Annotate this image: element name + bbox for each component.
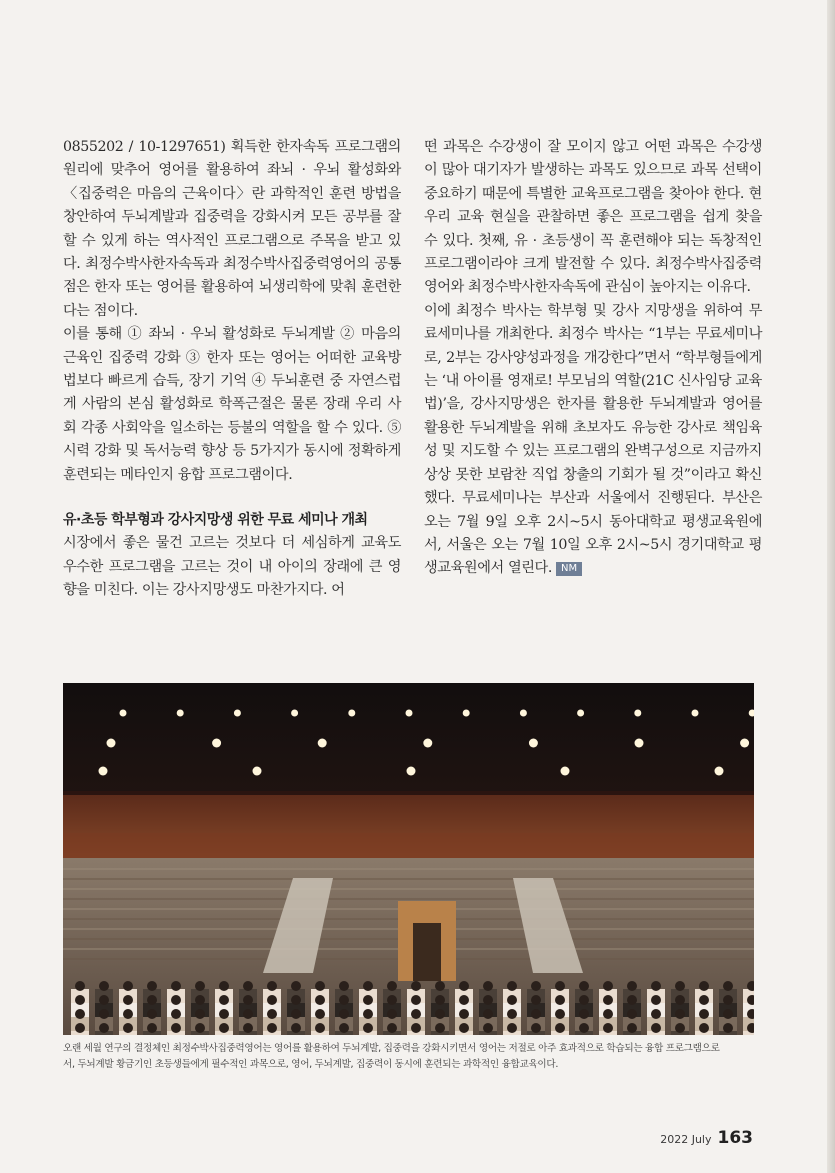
ceiling-light <box>692 710 699 717</box>
person-head <box>627 995 637 1005</box>
person-head <box>75 981 85 991</box>
person-head <box>99 995 109 1005</box>
person-head <box>459 995 469 1005</box>
person-head <box>243 981 253 991</box>
ceiling-light <box>348 710 355 717</box>
person-head <box>291 995 301 1005</box>
ceiling-light <box>234 710 241 717</box>
person-head <box>651 981 661 991</box>
person-head <box>627 1023 637 1033</box>
person-head <box>195 995 205 1005</box>
person-head <box>579 981 589 991</box>
person-head <box>171 981 181 991</box>
person-head <box>723 1023 733 1033</box>
ceiling-light <box>99 767 108 776</box>
page-number: 163 <box>717 1128 753 1148</box>
person-head <box>675 995 685 1005</box>
person-head <box>531 981 541 991</box>
person-head <box>579 1009 589 1019</box>
person-head <box>699 981 709 991</box>
person-head <box>291 1023 301 1033</box>
ceiling-light <box>577 710 584 717</box>
left-column <box>63 136 401 602</box>
person-head <box>459 1023 469 1033</box>
person-head <box>579 1023 589 1033</box>
person-head <box>555 981 565 991</box>
person-head <box>123 995 133 1005</box>
person-head <box>387 995 397 1005</box>
person-head <box>219 1023 229 1033</box>
page-edge-shadow <box>827 0 835 1173</box>
person-head <box>507 981 517 991</box>
ceiling-light <box>212 739 221 748</box>
person-head <box>411 1009 421 1019</box>
ceiling-light <box>253 767 262 776</box>
person-head <box>699 1023 709 1033</box>
ceiling-light <box>423 739 432 748</box>
person-head <box>627 981 637 991</box>
person-head <box>411 981 421 991</box>
ceiling-light <box>463 710 470 717</box>
person-head <box>603 1023 613 1033</box>
person-head <box>555 995 565 1005</box>
person-head <box>555 1009 565 1019</box>
person-head <box>363 981 373 991</box>
person-head <box>219 1009 229 1019</box>
person-head <box>483 981 493 991</box>
person-head <box>267 1009 277 1019</box>
ceiling-light <box>177 710 184 717</box>
person-head <box>243 1009 253 1019</box>
person-head <box>147 995 157 1005</box>
person-head <box>195 1023 205 1033</box>
person-head <box>435 1009 445 1019</box>
ceiling-light <box>107 739 116 748</box>
ceiling-light <box>715 767 724 776</box>
section-gap <box>63 487 401 509</box>
person-head <box>123 1009 133 1019</box>
person-head <box>75 1009 85 1019</box>
left-paragraph-2: 이를 통해 ① 좌뇌 · 우뇌 활성화로 두뇌계발 ② 마음의 근육인 집중력 강화 ③ 한자 또는 영어는 어떠한 교육방법보다 빠르게 습득, 장기 기억 ④ 두뇌훈련 중 자연스럽게 사람의 본심 활성화로 학폭근절은 물론 장래 우리 사회 각종 사회악을 일소하는 등불의 역할을 할 수 있다. ⑤ 시력 강화 및 독서능력 향상 등 5가지가 동시에 정확하게 훈련되는 메타인지 융합 프로그램이다. <box>63 326 401 483</box>
person-head <box>699 1009 709 1019</box>
person-head <box>291 981 301 991</box>
caption-line-2: 서, 두뇌계발 황금기인 초등생들에게 필수적인 과목으로, 영어, 두뇌계발, 집중력이 동시에 훈련되는 과학적인 융합교육이다. <box>63 1058 559 1070</box>
person-head <box>723 981 733 991</box>
person-head <box>651 1009 661 1019</box>
person-head <box>603 1009 613 1019</box>
issue-date: 2022 July <box>660 1133 712 1146</box>
ceiling-light <box>561 767 570 776</box>
ceiling-light <box>529 739 538 748</box>
person-head <box>507 1023 517 1033</box>
ceiling-light <box>520 710 527 717</box>
person-head <box>675 981 685 991</box>
person-head <box>363 995 373 1005</box>
person-head <box>339 995 349 1005</box>
person-head <box>75 995 85 1005</box>
person-head <box>723 995 733 1005</box>
person-head <box>339 1009 349 1019</box>
person-head <box>651 1023 661 1033</box>
person-head <box>267 995 277 1005</box>
person-head <box>315 981 325 991</box>
seat-row <box>63 898 754 900</box>
auditorium-photo <box>63 683 754 1035</box>
person-head <box>579 995 589 1005</box>
ceiling-light <box>406 710 413 717</box>
person-head <box>363 1009 373 1019</box>
person-head <box>291 1009 301 1019</box>
person-head <box>99 1023 109 1033</box>
end-mark-badge: NM <box>556 562 582 576</box>
person-head <box>411 1023 421 1033</box>
ceiling-light <box>635 739 644 748</box>
seat-row <box>63 878 754 880</box>
photo-caption <box>63 1041 755 1072</box>
caption-line-1: 오랜 세월 연구의 결정체인 최정수박사집중력영어는 영어를 활용하여 두뇌계발, 집중력을 강화시키면서 영어는 저절로 아주 효과적으로 학습되는 융합 프로그램으로 <box>63 1043 720 1054</box>
section-heading: 유·초등 학부형과 강사지망생 위한 무료 세미나 개최 <box>63 512 368 529</box>
person-head <box>195 981 205 991</box>
person-head <box>339 981 349 991</box>
right-paragraph-2-text: 이에 최정수 박사는 학부형 및 강사 지망생을 위하여 무료세미나를 개최한다. 최정수 박사는 “1부는 무료세미나로, 2부는 강사양성과정을 개강한다”면서 “학부형들에게는 ‘내 아이를 영재로! 부모님의 역할(21C 신사임당 교육법)’을, 강사지망생은 한자를 활용한 두뇌계발과 영어를 활용한 두뇌계발을 위해 초보자도 유능한 강사로 책임육성 및 지도할 수 있는 프로그램의 완벽구성으로 지금까지 상상 못한 보람찬 직업 창출의 기회가 될 것”이라고 확신했다. 무료세미나는 부산과 서울에서 진행된다. 부산은 오는 7월 9일 오후 2시~5시 동아대학교 평생교육원에서, 서울은 오는 7월 10일 오후 2시~5시 경기대학교 평생교육원에서 열린다. <box>424 302 762 577</box>
person-head <box>363 1023 373 1033</box>
person-head <box>531 1023 541 1033</box>
person-head <box>75 1023 85 1033</box>
seat-row <box>63 868 754 870</box>
person-head <box>387 981 397 991</box>
person-head <box>627 1009 637 1019</box>
person-head <box>675 1009 685 1019</box>
person-head <box>483 1009 493 1019</box>
person-head <box>531 1009 541 1019</box>
person-head <box>171 1009 181 1019</box>
page-footer <box>660 1128 753 1148</box>
person-head <box>459 1009 469 1019</box>
person-head <box>603 995 613 1005</box>
person-head <box>531 995 541 1005</box>
right-column <box>424 136 762 581</box>
person-head <box>339 1023 349 1033</box>
person-head <box>171 1023 181 1033</box>
person-head <box>483 995 493 1005</box>
person-head <box>387 1023 397 1033</box>
person-head <box>699 995 709 1005</box>
left-paragraph-3: 시장에서 좋은 물건 고르는 것보다 더 세심하게 교육도 우수한 프로그램을 고르는 것이 내 아이의 장래에 큰 영향을 미친다. 이는 강사지망생도 마찬가지다. 어 <box>63 535 401 598</box>
person-head <box>435 981 445 991</box>
person-head <box>147 1009 157 1019</box>
auditorium-illustration <box>63 683 754 1035</box>
ceiling-light <box>291 710 298 717</box>
ceiling-light <box>740 739 749 748</box>
ceiling-light <box>407 767 416 776</box>
ceiling-light <box>634 710 641 717</box>
person-head <box>147 981 157 991</box>
person-head <box>123 1023 133 1033</box>
ceiling-light <box>318 739 327 748</box>
person-head <box>435 995 445 1005</box>
person-head <box>411 995 421 1005</box>
person-head <box>267 981 277 991</box>
person-head <box>219 995 229 1005</box>
person-head <box>99 1009 109 1019</box>
ceiling-light <box>120 710 127 717</box>
right-paragraph-1: 떤 과목은 수강생이 잘 모이지 않고 어떤 과목은 수강생이 많아 대기자가 발생하는 과목도 있으므로 과목 선택이 중요하기 때문에 특별한 교육프로그램을 찾아야 한다. 현 우리 교육 현실을 관찰하면 좋은 프로그램을 쉽게 찾을 수 있다. 첫째, 유 · 초등생이 꼭 훈련해야 되는 독창적인 프로그램이라야 크게 발전할 수 있다. 최정수박사집중력영어와 최정수박사한자속독에 관심이 높아지는 이유다. <box>424 139 762 296</box>
person-head <box>315 1023 325 1033</box>
person-head <box>195 1009 205 1019</box>
front-row-people <box>71 981 754 1035</box>
person-head <box>243 1023 253 1033</box>
person-head <box>507 1009 517 1019</box>
person-head <box>147 1023 157 1033</box>
seat-row <box>63 888 754 890</box>
person-head <box>651 995 661 1005</box>
person-head <box>675 1023 685 1033</box>
left-paragraph-1: 0855202 / 10-1297651) 획득한 한자속독 프로그램의 원리에 맞추어 영어를 활용하여 좌뇌 · 우뇌 활성화와 〈집중력은 마음의 근육이다〉란 과학적인 훈련 방법을 창안하여 두뇌계발과 집중력을 강화시켜 모든 공부를 잘할 수 있게 하는 역사적인 프로그램으로 주목을 받고 있다. 최정수박사한자속독과 최정수박사집중력영어의 공통점은 한자 또는 영어를 활용하여 뇌생리학에 맞춰 훈련한다는 점이다. <box>63 139 401 319</box>
person-head <box>315 1009 325 1019</box>
person-head <box>219 981 229 991</box>
person-head <box>267 1023 277 1033</box>
person-head <box>555 1023 565 1033</box>
person-head <box>123 981 133 991</box>
right-paragraph-2 <box>424 300 762 581</box>
person-head <box>507 995 517 1005</box>
person-head <box>387 1009 397 1019</box>
person-head <box>459 981 469 991</box>
person-head <box>603 981 613 991</box>
person-head <box>483 1023 493 1033</box>
person-head <box>435 1023 445 1033</box>
person-head <box>99 981 109 991</box>
person-head <box>171 995 181 1005</box>
person-head <box>315 995 325 1005</box>
person-head <box>723 1009 733 1019</box>
person-head <box>243 995 253 1005</box>
